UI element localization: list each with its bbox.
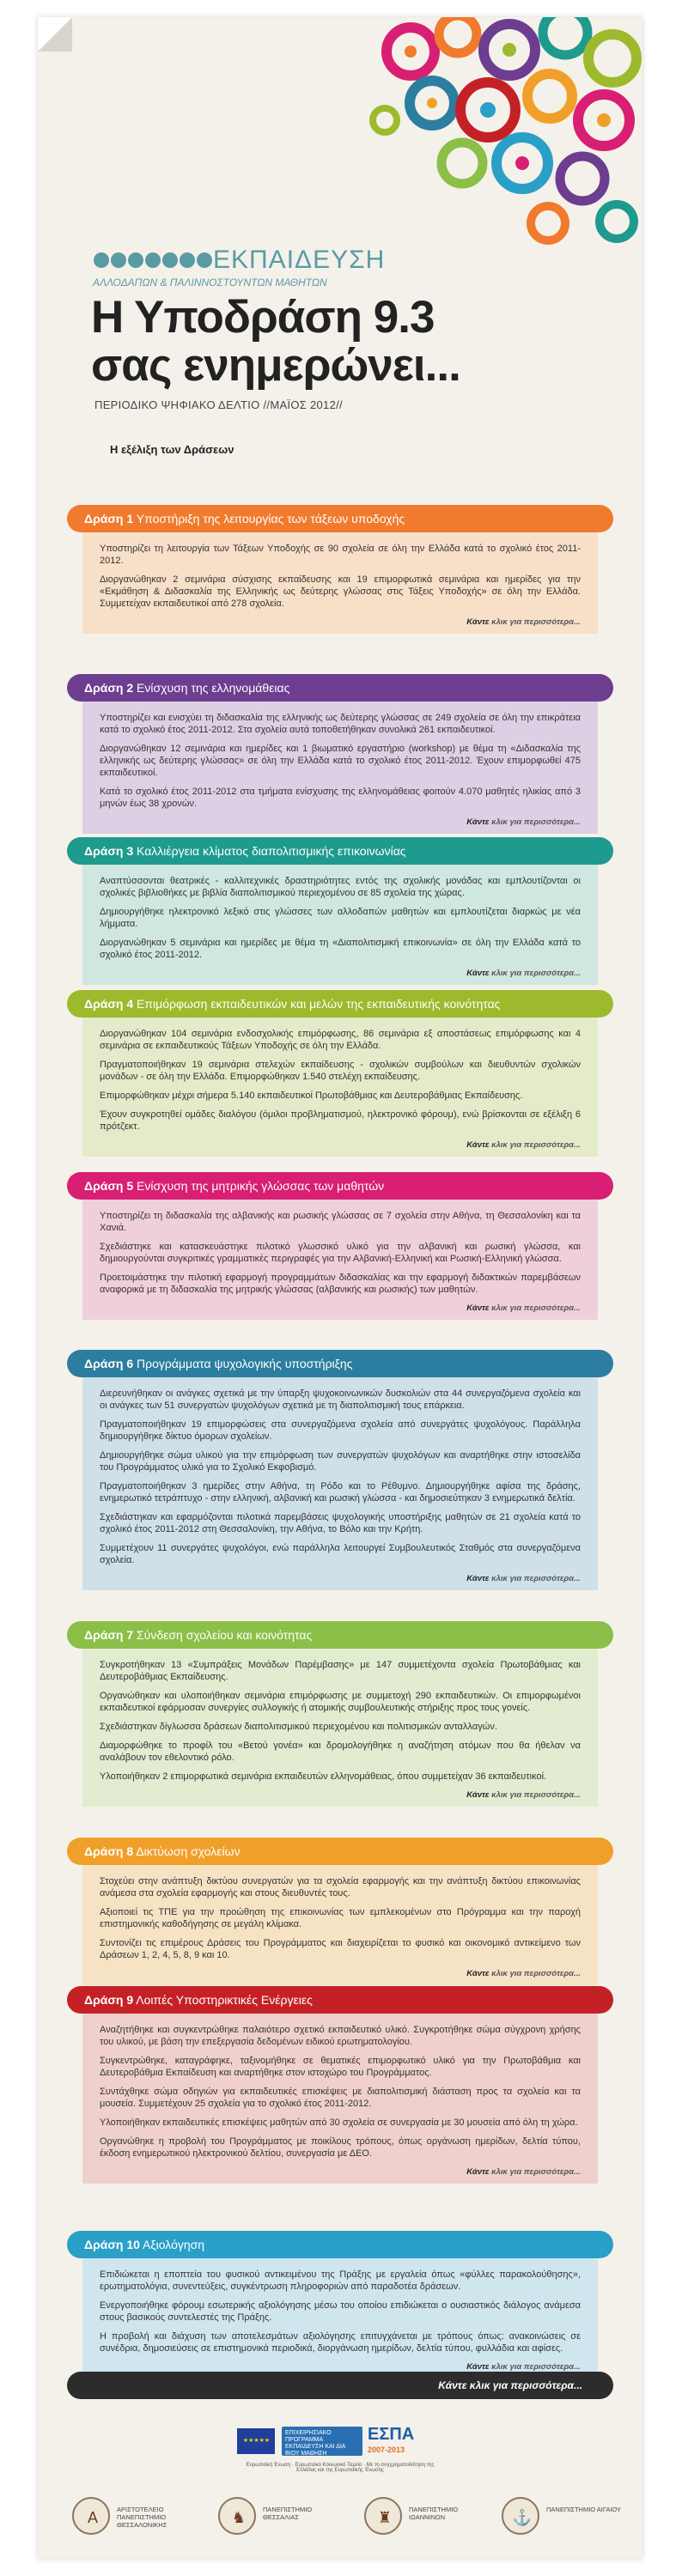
section-paragraph: Πραγματοποιήθηκαν 3 ημερίδες στην Αθήνα, τη Ρόδο και το Ρέθυμνο. Δημιουργήθηκε αφίσα της δράσης, ενημερωτικό τετράπτυχο - στην ελληνική, αλβανική και ρωσική γλώσσα - και δημοσιεύτηκαν 3 ενημερωτικά δελτία. [100,1481,581,1504]
newsletter-issue: ΠΕΡΙΟΔΙΚΟ ΨΗΦΙΑΚΟ ΔΕΛΤΙΟ //ΜΑΪΟΣ 2012// [94,398,343,411]
university-name: ΠΑΝΕΠΙΣΤΗΜΙΟ ΙΩΑΝΝΙΝΩΝ [409,2506,459,2521]
university-name: ΠΑΝΕΠΙΣΤΗΜΙΟ ΑΙΓΑΙΟΥ [546,2506,622,2513]
section-paragraph: Υποστηρίζει και ενισχύει τη διδασκαλία της ελληνικής ως δεύτερης γλώσσας σε 249 σχολεία σε όλη την επικράτεια κατά το σχολικό έτος 2011-2012. Στα σχολεία αυτά τοποθετήθηκαν συνολικά 261 εκπαιδευτικοί. [100,713,581,735]
university-seal-icon [502,2497,539,2535]
partner-caption: Ευρωπαϊκή Ένωση · Ευρωπαϊκό Κοινωνικό Ταμείο · Με τη συγχρηματοδότηση της Ελλάδας και της Ευρωπαϊκής Ένωσης [246,2463,435,2473]
section-paragraph: Κατά το σχολικό έτος 2011-2012 στα τμήματα ενίσχυσης της ελληνομάθειας φοιτούν 4.070 μαθητές ηλικίας από 3 μηνών έως 38 χρονών. [100,787,581,809]
section-paragraph: Ενεργοποιήθηκε φόρουμ εσωτερικής αξιολόγησης μέσω του οποίου επιδιώκεται ο ουσιαστικός διάλογος ανάμεσα στους βασικούς συντελεστές της Πράξης. [100,2300,581,2323]
page-headline [91,294,460,390]
read-more-label: Κάντε [466,969,490,978]
section-paragraph: Συμμετέχουν 11 συνεργάτες ψυχολόγοι, ενώ παράλληλα λειτουργεί Συμβουλευτικός Σταθμός στα συνεργαζόμενα σχολεία. [100,1543,581,1565]
section-paragraph: Συγκροτήθηκαν 13 «Συμπράξεις Μονάδων Παρέμβασης» με 147 συμμετέχοντα σχολεία Πρωτοβάθμιας και Δευτεροβάθμιας Εκπαίδευσης. [100,1660,581,1682]
read-more-suffix: κλικ για περισσότερα... [491,1574,581,1583]
section-paragraph: Διερευνήθηκαν οι ανάγκες σχετικά με την ύπαρξη ψυχοκοινωνικών δυσκολιών στα 44 συνεργαζόμενα σχολεία και οι ανάγκες των 51 συνεργατών ψυχολόγων σχετικά με τη διαπολιτισμική τους επάρκεια. [100,1388,581,1411]
section-paragraph: Συγκεντρώθηκε, καταγράφηκε, ταξινομήθηκε σε θεματικές επιμορφωτικό υλικό για την Πρωτοβάθμια και Δευτεροβάθμια Εκπαίδευση και αναρτήθηκε στον ιστοχώρο του Προγράμματος. [100,2056,581,2078]
logo-subtitle: ΑΛΛΟΔΑΠΩΝ & ΠΑΛΙΝΝΟΣΤΟΥΝΤΩΝ ΜΑΘΗΤΩΝ [93,276,327,289]
headline-line-1: Η Υποδράση 9.3 [91,292,435,343]
read-more-suffix: κλικ για περισσότερα... [491,1303,581,1313]
section-paragraph: Συντάχθηκε σώμα οδηγιών για εκπαιδευτικές επισκέψεις με διαπολιτισμική διάσταση προς τα σχολεία και τα μουσεία. Συμμετέχουν 25 σχολεία για το σχολικό έτος 2011-2012. [100,2087,581,2109]
university-seal-icon [364,2497,402,2535]
section-title: Σύνδεση σχολείου και κοινότητας [137,1628,313,1642]
section-1 [67,505,613,634]
section-paragraph: Δημιουργήθηκε ηλεκτρονικό λεξικό στις γλώσσες των αλλοδαπών μαθητών και εμπλουτίζεται διαρκώς με νέα λήμματα. [100,907,581,929]
section-body [82,2258,598,2379]
section-title: Αξιολόγηση [143,2238,205,2251]
read-more-link[interactable] [100,968,581,980]
espa-word: ΕΣΠΑ [368,2425,415,2444]
section-paragraph: Οργανώθηκαν και υλοποιήθηκαν σεμινάρια επιμόρφωσης με συμμετοχή 290 εκπαιδευτικών. Οι επιμορφωμένοι εκπαιδευτικοί εφάρμοσαν συνεργίες συλλογικής ή ατομικής συμβουλευτικής στήριξης προς τους γονείς. [100,1691,581,1713]
section-number: Δράση 9 [84,1993,134,2007]
section-title: Δικτύωση σχολείων [136,1844,241,1858]
section-paragraph: Συντονίζει τις επιμέρους Δράσεις του Προγράμματος και διαχειρίζεται το φυσικό και οικονομικό αντικείμενο των Δράσεων 1, 2, 4, 5, 8, 9 και 10. [100,1938,581,1960]
section-number: Δράση 3 [84,844,134,858]
section-title: Προγράμματα ψυχολογικής υποστήριξης [137,1357,353,1370]
section-paragraph: Διοργανώθηκαν 12 σεμινάρια και ημερίδες και 1 βιωματικό εργαστήριο (workshop) με θέμα τη «Διδασκαλία της ελληνικής ως δεύτερης γλώσσας» σε όλη την Ελλάδα κατά το σχολικό έτος 2011-2012. Έχουν επιμορφωθεί 475 εκπαιδευτικοί. [100,744,581,778]
section-paragraph: Υποστηρίζει τη λειτουργία των Τάξεων Υποδοχής σε 90 σχολεία σε όλη την Ελλάδα κατά το σχολικό έτος 2011- 2012. [100,544,581,566]
section-paragraph: Επιμορφώθηκαν μέχρι σήμερα 5.140 εκπαιδευτικοί Πρωτοβάθμιας και Δευτεροβάθμιας Εκπαίδευσης. [100,1091,523,1101]
section-number: Δράση 5 [84,1179,134,1193]
section-title: Υποστήριξη της λειτουργίας των τάξεων υποδοχής [136,512,405,526]
eu-flag-icon [237,2428,275,2454]
read-more-label: Κάντε [466,1140,490,1150]
section-paragraph: Υλοποιήθηκαν 2 επιμορφωτικά σεμινάρια εκπαιδευτών ελληνομάθειας, όπου συμμετείχαν 36 εκπαιδευτικοί. [100,1771,547,1782]
read-more-suffix: κλικ για περισσότερα... [491,1140,581,1150]
read-more-label: Κάντε [466,1969,490,1978]
section-6 [67,1350,613,1590]
section-paragraph: Υποστηρίζει τη διδασκαλία της αλβανικής και ρωσικής γλώσσας σε 7 σχολεία στην Αθήνα, τη Θεσσαλονίκη και τα Χανιά. [100,1211,581,1233]
university-name: ΠΑΝΕΠΙΣΤΗΜΙΟ ΘΕΣΣΑΛΙΑΣ [263,2506,313,2521]
section-paragraph: Επιδιώκεται η εποπτεία του φυσικού αντικειμένου της Πράξης με εργαλεία όπως «φύλλες παρακολούθησης», ερωτηματολόγια, συνεντεύξεις, συγκέντρωση πληροφοριών από παραδοτέα δράσεων. [100,2269,581,2292]
operational-programme-logo [282,2427,362,2456]
section-number: Δράση 2 [84,681,134,695]
read-more-link[interactable] [100,1789,581,1801]
section-body [82,1649,598,1807]
read-more-link[interactable] [100,617,581,629]
read-more-suffix: κλικ για περισσότερα... [491,1969,581,1978]
headline-line-2: σας ενημερώνει... [91,340,460,391]
section-paragraph: Σχεδιάστηκαν δίγλωσσα δράσεων διαπολιτισμικού περιεχομένου και πολιτισμικών ανταλλαγών. [100,1722,497,1732]
section-header[interactable] [67,1986,613,2014]
section-paragraph: Πραγματοποιήθηκαν 19 επιμορφώσεις στα συνεργαζόμενα σχολεία από συνεργάτες ψυχολόγους. Παράλληλα δημιουργήθηκε δίκτυο όμορων σχολείων. [100,1419,581,1442]
read-more-label: Κάντε [466,617,490,627]
university-seal-icon [218,2497,256,2535]
read-more-label: Κάντε [466,1574,490,1583]
read-more-label: Κάντε [466,1790,490,1800]
section-body [82,1865,598,1985]
section-number: Δράση 4 [84,997,134,1011]
section-body [82,1018,598,1157]
newsletter-page [38,17,642,2559]
section-body [82,1377,598,1590]
university-logo [218,2494,347,2545]
section-body [82,2014,598,2184]
university-logo [72,2494,201,2545]
section-paragraph: Διοργανώθηκαν 2 σεμινάρια σύσχισης εκπαίδευσης και 19 επιμορφωτικά σεμινάρια και ημερίδες για την «Εκμάθηση & Διδασκαλία της Ελληνικής ως δεύτερης γλώσσας στις Τάξεις Υποδοχής» σε όλη την Ελλάδα. Συμμετείχαν εκπαιδευτικοί από 278 σχολεία. [100,574,581,609]
section-5 [67,1172,613,1320]
section-body [82,865,598,985]
section-title: Λοιπές Υποστηρικτικές Ενέργειες [136,1993,313,2007]
eu-stars: ★ ★ ★ ★ ★ [242,2438,270,2444]
university-logos [72,2494,622,2554]
university-seal-icon [72,2497,110,2535]
read-more-suffix: κλικ για περισσότερα... [491,617,581,627]
section-body [82,532,598,634]
section-title: Επιμόρφωση εκπαιδευτικών και μελών της εκπαιδευτικής κοινότητας [137,997,501,1011]
section-paragraph: Σχεδιάστηκαν και εφαρμόζονται πιλοτικά παρεμβάσεις ψυχολογικής υποστήριξης μαθητών σε 21 σχολεία κατά το σχολικό έτος 2011-2012 στη Θεσσαλονίκη, την Αθήνα, το Βόλο και την Κρήτη. [100,1512,581,1534]
read-more-label: Κάντε [466,817,490,827]
section-title: Καλλιέργεια κλίματος διαπολιτισμικής επικοινωνίας [137,844,406,858]
read-more-link[interactable] [100,1573,581,1585]
logo-title: ΕΚΠΑΙΔΕΥΣΗ [213,246,386,274]
university-name: ΑΡΙΣΤΟΤΕΛΕΙΟ ΠΑΝΕΠΙΣΤΗΜΙΟ ΘΕΣΣΑΛΟΝΙΚΗΣ [117,2506,167,2529]
university-logo [502,2494,630,2545]
section-title: Ενίσχυση της μητρικής γλώσσας των μαθητών [137,1179,385,1193]
section-header[interactable] [67,505,613,532]
section-body [82,1200,598,1320]
read-more-label: Κάντε [466,1303,490,1313]
more-info-bar[interactable]: Κάντε κλικ για περισσότερα... [67,2372,613,2399]
section-paragraph: Σχεδιάστηκε και κατασκευάστηκε πιλοτικό γλωσσικό υλικό για την αλβανική και ρωσική γλώσσα, και δημιουργούνται συγκριτικές γραμματικές περιγραφές για την Αλβανική-Ελληνική και Ρωσική-Ελληνική γλώσσα. [100,1242,581,1264]
section-paragraph: Η προβολή και διάχυση των αποτελεσμάτων αξιολόγησης επιτυγχάνεται με τρόπους όπως: ανακοινώσεις σε συνέδρια, δημοσιεύσεις σε επιστημονικά περιοδικά, διοργάνωση ημερίδων, δελτία τύπου, φυλλάδια και αφίσες. [100,2331,581,2354]
section-number: Δράση 10 [84,2238,140,2251]
section-paragraph: Δημιουργήθηκε σώμα υλικού για την επιμόρφωση των συνεργατών ψυχολόγων και αναρτήθηκε στην ιστοσελίδα του Προγράμματος υλικό για το Σχολικό Εκφοβισμό. [100,1450,581,1473]
section-paragraph: Πραγματοποιήθηκαν 19 σεμινάρια στελεχών εκπαίδευσης - σχολικών συμβούλων και διευθυντών σχολικών μονάδων - σε όλη την Ελλάδα. Επιμορφώθηκαν 1.540 στελέχη εκπαίδευσης. [100,1060,581,1082]
read-more-suffix: κλικ για περισσότερα... [491,1790,581,1800]
section-header[interactable] [67,2231,613,2258]
read-more-link[interactable] [100,1303,581,1315]
read-more-suffix: κλικ για περισσότερα... [491,817,581,827]
seal-emblem: ⚓ [512,2509,533,2526]
section-header[interactable] [67,1350,613,1377]
section-paragraph: Έχουν συγκροτηθεί ομάδες διαλόγου (όμιλοι προβληματισμού, ηλεκτρονικό φόρουμ), ενώ βρίσκονται σε εξέλιξη 6 πρότζεκτ. [100,1109,581,1132]
section-7 [67,1621,613,1807]
section-paragraph: Αξιοποιεί τις ΤΠΕ για την προώθηση της επικοινωνίας των εμπλεκομένων στο Πρόγραμμα και την παροχή επιστημονικής καθοδήγησης σε μεγάλη κλίμακα. [100,1907,581,1929]
seal-emblem: Α [87,2509,98,2526]
decorative-swirls-graphic [350,17,642,249]
page-fold-corner [38,17,72,52]
section-header[interactable] [67,990,613,1018]
read-more-suffix: κλικ για περισσότερα... [491,969,581,978]
section-header[interactable] [67,1172,613,1200]
read-more-label: Κάντε [466,2167,490,2177]
section-paragraph: Αναπτύσσονται θεατρικές - καλλιτεχνικές δραστηριότητες εντός της σχολικής μονάδας και εμπλουτίζονται οι σχολικές βιβλιοθήκες με βιβλία διαπολιτισμικού περιεχομένου σε 85 σχολεία της χώρας. [100,876,581,898]
section-paragraph: Αναζητήθηκε και συγκεντρώθηκε παλαιότερο σχετικό εκπαιδευτικό υλικό. Συγκροτήθηκε σώμα σύγχρονη χρήσης του υλικού, με βάση την επεξεργασία δεδομένων ειδικού ερωτηματολογίου. [100,2025,581,2047]
section-number: Δράση 7 [84,1628,134,1642]
section-number: Δράση 8 [84,1844,134,1858]
read-more-link[interactable] [100,1968,581,1980]
espa-years: 2007-2013 [368,2445,405,2454]
section-header[interactable] [67,1621,613,1649]
logo-dots-icon [93,247,213,273]
section-paragraph: Οργανώθηκε η προβολή του Προγράμματος με ποικίλους τρόπους, όπως οργάνωση ημερίδων, δελτία τύπου, έκδοση ενημερωτικού ηλεκτρονικού δελτίου, συνεργασία με ΔΕΟ. [100,2136,581,2159]
section-title: Ενίσχυση της ελληνομάθειας [137,681,290,695]
section-paragraph: Προετοιμάστηκε την πιλοτική εφαρμογή προγραμμάτων διδασκαλίας και την εφαρμογή διδακτικών παρεμβάσεων αναφορικά με τη διδασκαλία της μητρικής γλώσσας (αλβανικής και ρωσικής) των μαθητών. [100,1273,581,1295]
seal-emblem: ♜ [377,2509,393,2526]
section-3 [67,837,613,985]
section-4 [67,990,613,1157]
progress-heading: Η εξέλιξη των Δράσεων [110,443,234,456]
section-number: Δράση 6 [84,1357,134,1370]
section-header[interactable] [67,837,613,865]
read-more-link[interactable] [100,1139,581,1151]
university-logo [364,2494,493,2545]
read-more-suffix: κλικ για περισσότερα... [491,2362,581,2372]
read-more-suffix: κλικ για περισσότερα... [491,2167,581,2177]
op-text: ΕΠΙΧΕΙΡΗΣΙΑΚΟ ΠΡΟΓΡΑΜΜΑ ΕΚΠΑΙΔΕΥΣΗ ΚΑΙ ΔΙΑ ΒΙΟΥ ΜΑΘΗΣΗ [285,2430,346,2457]
section-10 [67,2231,613,2379]
section-paragraph: Διοργανώθηκαν 5 σεμινάρια και ημερίδες με θέμα τη «Διαπολιτισμική επικοινωνία» σε όλη την Ελλάδα κατά το σχολικό έτος 2011-2012. [100,938,581,960]
section-paragraph: Διοργανώθηκαν 104 σεμινάρια ενδοσχολικής επιμόρφωσης, 86 σεμινάρια εξ αποστάσεως επιμόρφωσης και 4 σεμινάρια σε εκπαιδευτικούς Τάξεων Υποδοχής σε όλη την Ελλάδα. [100,1029,581,1051]
section-header[interactable] [67,674,613,702]
section-paragraph: Υλοποιήθηκαν εκπαιδευτικές επισκέψεις μαθητών από 30 σχολεία σε συνεργασία με 30 μουσεία από όλη τη χώρα. [100,2117,578,2128]
read-more-link[interactable] [100,2166,581,2178]
seal-emblem: ♞ [231,2509,247,2526]
read-more-link[interactable] [100,817,581,829]
section-2 [67,674,613,834]
section-number: Δράση 1 [84,512,134,526]
section-body [82,702,598,834]
section-paragraph: Διαμορφώθηκε το προφίλ του «Βετού γονέα» και δρομολογήθηκε η αναζήτηση ατόμων που θα ήθελαν να αναλάβουν τον εθελοντικό ρόλο. [100,1741,581,1763]
section-8 [67,1838,613,1985]
section-9 [67,1986,613,2184]
espa-logo [368,2425,436,2459]
section-paragraph: Στοχεύει στην ανάπτυξη δικτύου συνεργατών για τα σχολεία εφαρμογής και την ανάπτυξη δικτύου επικοινωνίας ανάμεσα στα σχολεία εφαρμογής και στους διευθυντές τους. [100,1876,581,1899]
partner-logos [237,2421,443,2473]
section-header[interactable] [67,1838,613,1865]
read-more-label: Κάντε [466,2362,490,2372]
